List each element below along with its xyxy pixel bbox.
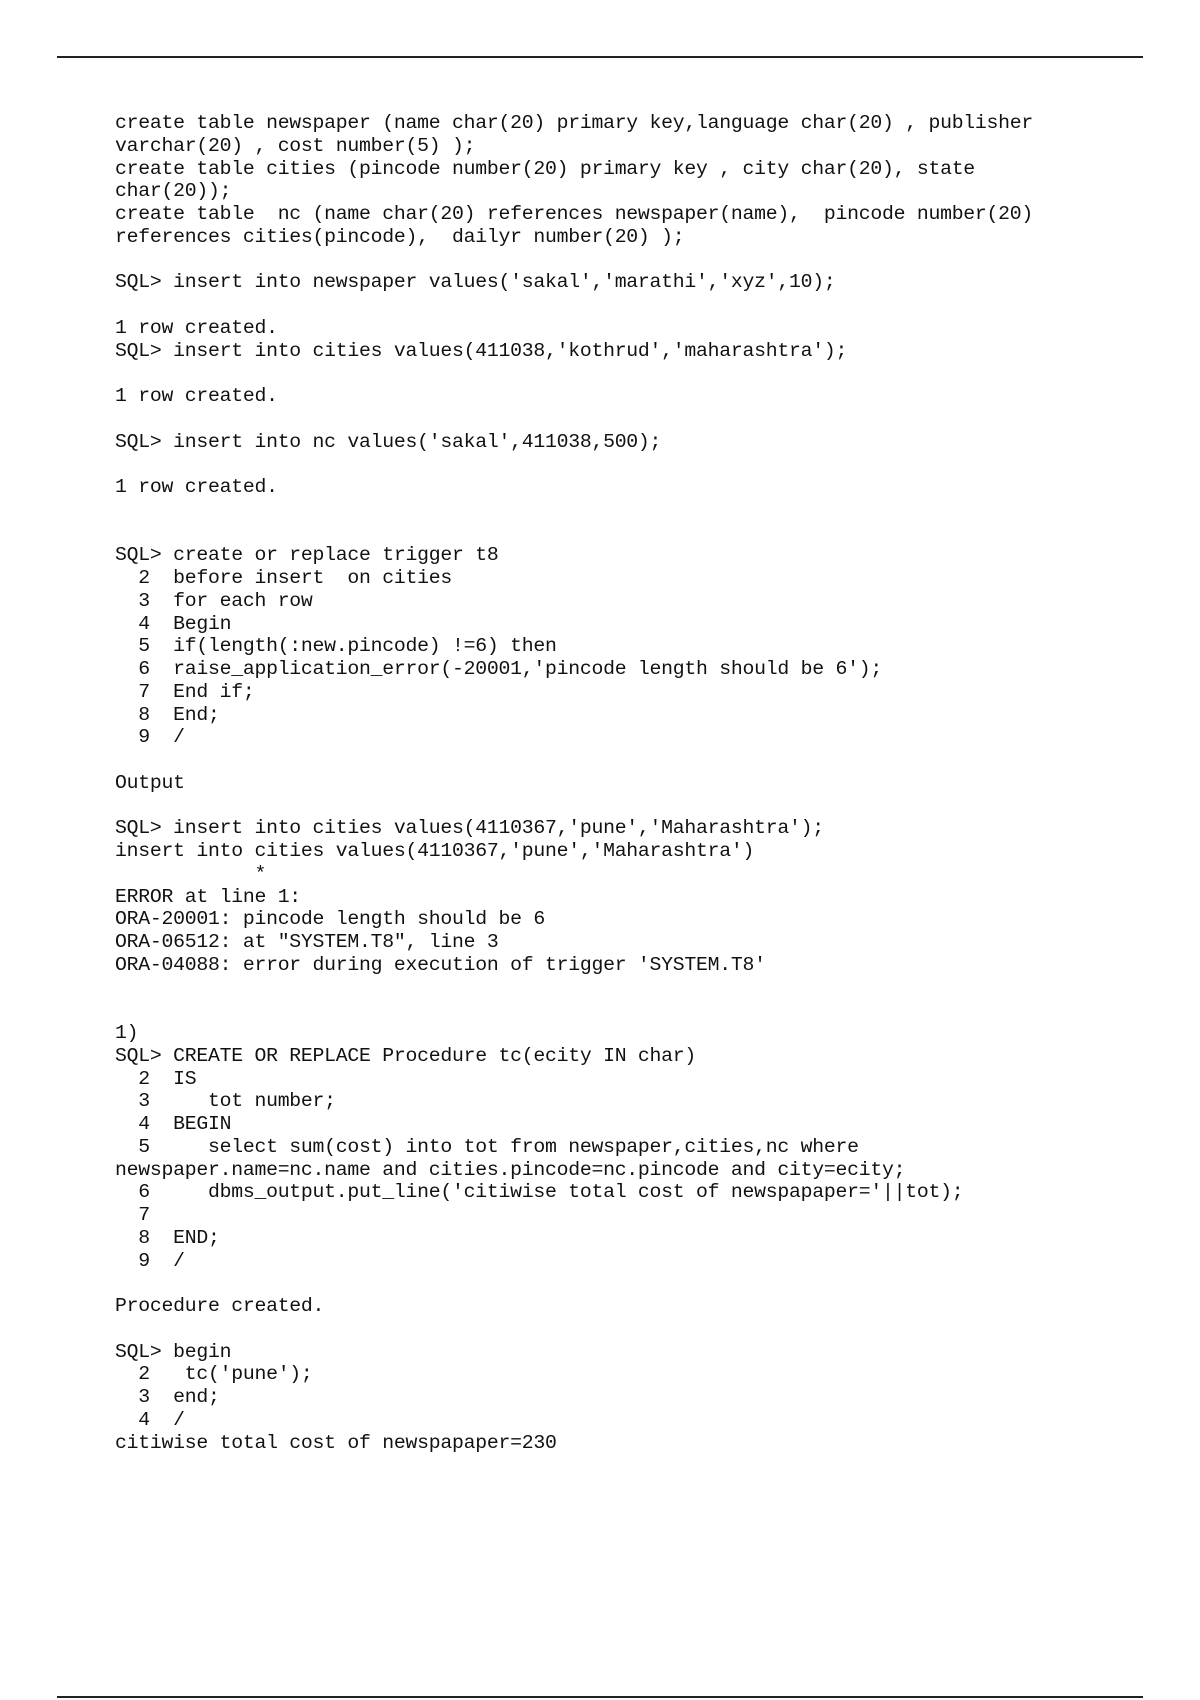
blank-line [115, 249, 1155, 272]
blank-line [115, 1272, 1155, 1295]
code-line: Output [115, 771, 185, 794]
code-line: 4 BEGIN [115, 1113, 232, 1135]
code-line: 5 select sum(cost) into tot from newspaper,cities,nc where [115, 1135, 859, 1158]
code-line: 7 [115, 1204, 150, 1226]
code-line: SQL> insert into nc values('sakal',411038,500); [115, 430, 662, 453]
code-line: 8 END; [115, 1226, 220, 1249]
blank-line [115, 522, 1155, 545]
code-line: references cities(pincode), dailyr number(20) ); [115, 225, 685, 248]
blank-line [115, 362, 1155, 385]
code-line: 2 before insert on cities [115, 567, 452, 589]
code-line: varchar(20) , cost number(5) ); [115, 134, 476, 157]
code-line: 3 end; [115, 1386, 220, 1408]
code-line: 1) [115, 1022, 139, 1044]
code-line: * [115, 862, 267, 885]
blank-line [115, 294, 1155, 317]
code-line: SQL> insert into cities values(411038,'kothrud','maharashtra'); [115, 339, 848, 362]
code-line: create table nc (name char(20) references newspaper(name), pincode number(20) [115, 203, 1034, 225]
code-line: 6 dbms_output.put_line('citiwise total cost of newspapaper='||tot); [115, 1181, 964, 1204]
code-line: insert into cities values(4110367,'pune','Maharashtra') [115, 840, 755, 862]
document-body [115, 112, 1155, 1454]
bottom-rule [57, 1696, 1143, 1698]
code-line: 9 / [115, 726, 185, 749]
blank-line [115, 408, 1155, 431]
code-line: 5 if(length(:new.pincode) !=6) then [115, 635, 557, 658]
code-listing [115, 112, 1155, 1454]
code-line: ORA-20001: pincode length should be 6 [115, 908, 545, 931]
blank-line [115, 999, 1155, 1022]
blank-line [115, 749, 1155, 772]
code-line: create table newspaper (name char(20) primary key,language char(20) , publisher [115, 112, 1034, 134]
blank-line [115, 795, 1155, 818]
code-line: 6 raise_application_error(-20001,'pincode length should be 6'); [115, 658, 882, 680]
code-line: citiwise total cost of newspapaper=230 [115, 1431, 557, 1454]
top-rule [57, 56, 1143, 58]
blank-line [115, 499, 1155, 522]
code-line: create table cities (pincode number(20) primary key , city char(20), state [115, 157, 975, 180]
blank-line [115, 1318, 1155, 1341]
blank-line [115, 977, 1155, 1000]
blank-line [115, 453, 1155, 476]
code-line: SQL> create or replace trigger t8 [115, 544, 499, 567]
code-line: ERROR at line 1: [115, 885, 301, 908]
code-line: 8 End; [115, 703, 220, 726]
code-line: 2 IS [115, 1067, 197, 1090]
code-line: ORA-04088: error during execution of trigger 'SYSTEM.T8' [115, 953, 766, 976]
code-line: 1 row created. [115, 476, 278, 498]
code-line: 2 tc('pune'); [115, 1363, 313, 1386]
code-line: newspaper.name=nc.name and cities.pincode=nc.pincode and city=ecity; [115, 1158, 906, 1181]
code-line: 3 for each row [115, 589, 313, 612]
code-line: 1 row created. [115, 385, 278, 407]
code-line: 1 row created. [115, 316, 278, 339]
code-line: 9 / [115, 1249, 185, 1272]
code-line: 7 End if; [115, 680, 255, 703]
code-line: Procedure created. [115, 1295, 325, 1317]
code-line: SQL> begin [115, 1340, 232, 1363]
code-line: ORA-06512: at "SYSTEM.T8", line 3 [115, 931, 499, 953]
code-line: 4 Begin [115, 612, 232, 635]
code-line: 4 / [115, 1408, 185, 1431]
code-line: SQL> insert into newspaper values('sakal','marathi','xyz',10); [115, 271, 836, 294]
code-line: SQL> CREATE OR REPLACE Procedure tc(ecity IN char) [115, 1044, 697, 1067]
code-line: SQL> insert into cities values(4110367,'pune','Maharashtra'); [115, 817, 824, 840]
code-line: char(20)); [115, 180, 232, 203]
code-line: 3 tot number; [115, 1090, 336, 1113]
